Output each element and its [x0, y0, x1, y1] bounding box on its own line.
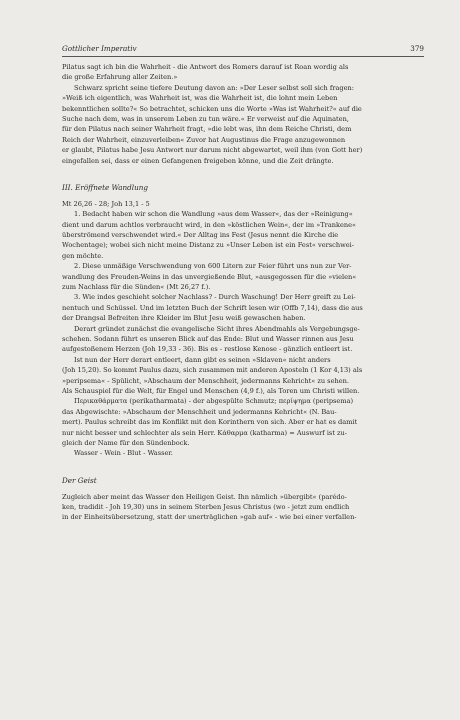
text-line: mert). Paulus schreibt das im Konflikt mit den Korinthern von sich. Aber er hat es damit — [62, 418, 358, 427]
text-line: 3. Wie indes geschieht solcher Nachlass? - Durch Waschung! Der Herr greift zu Lei- — [74, 293, 356, 302]
text-line: 1. Bedacht haben wir schon die Wandlung »aus dem Wasser«, das der »Reinigung« — [74, 210, 353, 219]
section-heading: III. Eröffnete Wandlung — [62, 182, 148, 192]
text-line: er glaubt, Pilatus habe Jesu Antwort nur darum nicht abgewartet, weil ihm (von Gott her) — [62, 146, 363, 155]
text-line: Suche nach dem, was in unserem Leben zu tun wäre.« Er verweist auf die Aquinaten, — [62, 114, 349, 123]
text-line: Schwarz spricht seine tiefere Deutung davon an: »Der Leser selbst soll sich fragen: — [74, 83, 355, 92]
scripture-reference: Mt 26,26 - 28; Joh 13,1 - 5 — [62, 199, 150, 208]
text-line: schehen. Sodann führt es unseren Blick auf das Ende: Blut und Wasser rinnen aus Jesu — [62, 334, 354, 343]
header-rule — [62, 56, 424, 57]
text-line: wandlung des Freuden-Weins in das unvergießende Blut, »ausgegossen für die »vielen« — [62, 272, 357, 281]
text-line: Περικαθάρματα (perikatharmata) - der abgespülte Schmutz; περίψημα (peripsema) — [74, 397, 354, 406]
text-line: zum Nachlass für die Sünden« (Mt 26,27 f.). — [62, 283, 211, 292]
text-line: aufgestoßenem Herzen (Joh 19,33 - 36). Bis es - restlose Kenose - gänzlich entleert ist. — [62, 345, 353, 354]
text-line: (Joh 15,20). So kommt Paulus dazu, sich zusammen mit anderen Aposteln (1 Kor 4,13) als — [62, 366, 363, 375]
paragraph-block-3 — [62, 492, 424, 523]
page-body — [62, 62, 424, 523]
text-line: bekenntlichen sollte?« So betrachtet, schicken uns die Worte »Was ist Wahrheit?« auf die — [62, 104, 362, 113]
text-line: in der Einheitsübersetzung, statt der unerträglichen »gab auf« - wie bei einer verfallen- — [62, 513, 357, 522]
text-line: Als Schauspiel für die Welt, für Engel und Menschen (4,9 f.), als Toren um Christi willen. — [62, 386, 360, 395]
text-line: Pilatus sagt ich bin die Wahrheit - die Antwort des Romers darauf ist Roan wordig als — [62, 63, 349, 71]
text-line: »peripsema« - Spülicht, »Abschaum der Menschheit, jedermanns Kehricht« zu sehen. — [62, 376, 349, 385]
text-line: gleich der Name für den Sündenbock. — [62, 438, 190, 447]
text-line: der Drangsal Befreiten ihre Kleider im Blut Jesu weiß gewaschen haben. — [62, 314, 306, 323]
text-line: 2. Diese unmäßige Verschwendung von 600 Litern zur Feier führt uns nun zur Ver- — [74, 262, 352, 271]
section-heading: Der Geist — [62, 475, 97, 485]
paragraph-block-1 — [62, 62, 424, 166]
text-line: Zugleich aber meint das Wasser den Heiligen Geist. Ihn nämlich »übergibt« (parédo- — [62, 492, 347, 501]
text-line: Ist nun der Herr derart entleert, dann gibt es seinen »Sklaven« nicht anders — [74, 355, 331, 364]
text-line: Derart gründet zunächst die evangelische Sicht ihres Abendmahls als Vergebungsge- — [74, 324, 360, 333]
text-line: Reich der Wahrheit, einzuverleiben« Zuvor hat Augustinus die Frage anzugewonnen — [62, 135, 346, 144]
text-line: Wochentage); wobei sich nicht meine Distanz zu »Unser Leben ist ein Fest« verschwei- — [62, 241, 354, 250]
text-line: nentuch und Schüssel. Und im letzten Buch der Schrift lesen wir (Offb 7,14), dass die aus — [62, 303, 363, 312]
text-line: Wasser - Wein - Blut - Wasser. — [74, 449, 173, 458]
text-line: das Abgewischte: »Abschaum der Menschheit und jedermanns Kehricht« (N. Bau- — [62, 407, 337, 416]
page-header — [62, 44, 424, 56]
text-line: nur nicht besser und schlechter als sein Herr. Kάθαρμα (katharma) = Auswurf ist zu- — [62, 428, 348, 437]
text-line: überströmend verschwendet wird.« Der Alltag ins Fest (Jesus nennt die Kirche die — [62, 231, 339, 240]
text-line: »Weiß ich eigentlich, was Wahrheit ist, was die Wahrheit ist, die lohnt mein Leben — [62, 94, 338, 103]
text-line: die große Erfahrung aller Zeiten.» — [62, 73, 178, 82]
page-number: 379 — [410, 44, 424, 53]
running-title: Gottlicher Imperativ — [62, 44, 137, 53]
text-line: ken, tradidit - Joh 19,30) uns in seinem Sterben Jesus Christus (wo - jetzt zum endlich — [62, 503, 350, 512]
text-line: für den Pilatus nach seiner Wahrheit fragt, »die lebt was, ihn dem Reiche Christi, dem — [62, 125, 352, 134]
text-line: dient und darum achtlos verbraucht wird, in den »köstlichen Wein«, der im »Trankene« — [62, 220, 357, 229]
paragraph-block-2 — [62, 209, 424, 458]
text-line: eingefallen sei, dass er einen Gefangenen freigeben könne, und die Zeit drängte. — [62, 156, 334, 165]
text-line: gen möchte. — [62, 251, 104, 260]
